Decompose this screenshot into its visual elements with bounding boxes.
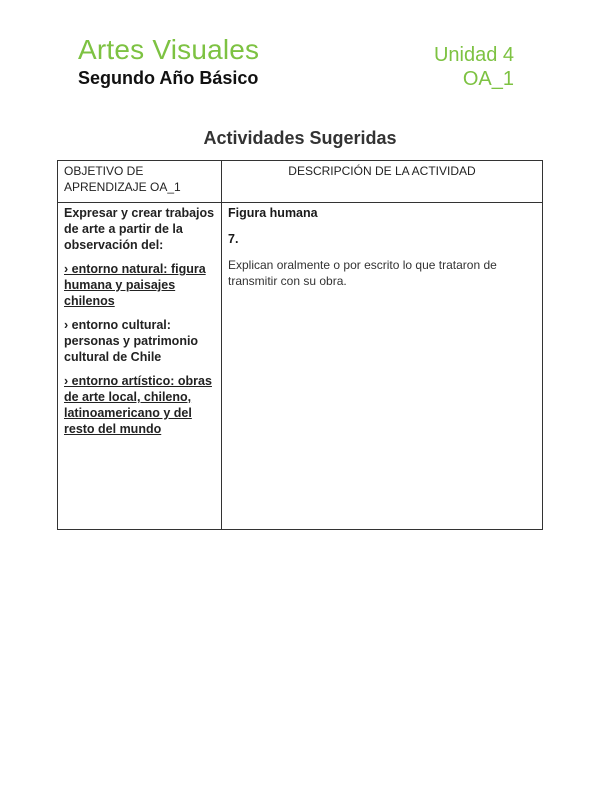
objective-item-natural[interactable]: › entorno natural: figura humana y paisajes chilenos: [64, 262, 206, 308]
activity-cell: [222, 203, 543, 530]
oa-label: OA_1: [462, 68, 514, 90]
table-row: [58, 203, 543, 530]
objective-item-artistico[interactable]: › entorno artístico: obras de arte local, chileno, latinoamericano y del resto del mundo: [64, 374, 212, 436]
activity-title: Figura humana: [228, 206, 318, 220]
objective-item-cultural: › entorno cultural: personas y patrimonio cultural de Chile: [64, 318, 199, 364]
objective-intro: Expresar y crear trabajos de arte a partir de la observación del:: [64, 206, 215, 252]
grade-subtitle: Segundo Año Básico: [78, 68, 259, 88]
subject-title: Artes Visuales: [78, 34, 260, 65]
objective-column-header: OBJETIVO DE APRENDIZAJE OA_1: [58, 161, 222, 203]
section-title: Actividades Sugeridas: [203, 128, 397, 148]
activity-column-header: DESCRIPCIÓN DE LA ACTIVIDAD: [222, 161, 543, 203]
activity-description: Explican oralmente o por escrito lo que trataron de transmitir con su obra.: [228, 258, 497, 288]
objective-cell: [58, 203, 222, 530]
unit-label: Unidad 4: [433, 44, 514, 66]
table-header-row: [58, 161, 543, 203]
activity-number: 7.: [228, 232, 239, 246]
activities-table: [57, 160, 543, 530]
